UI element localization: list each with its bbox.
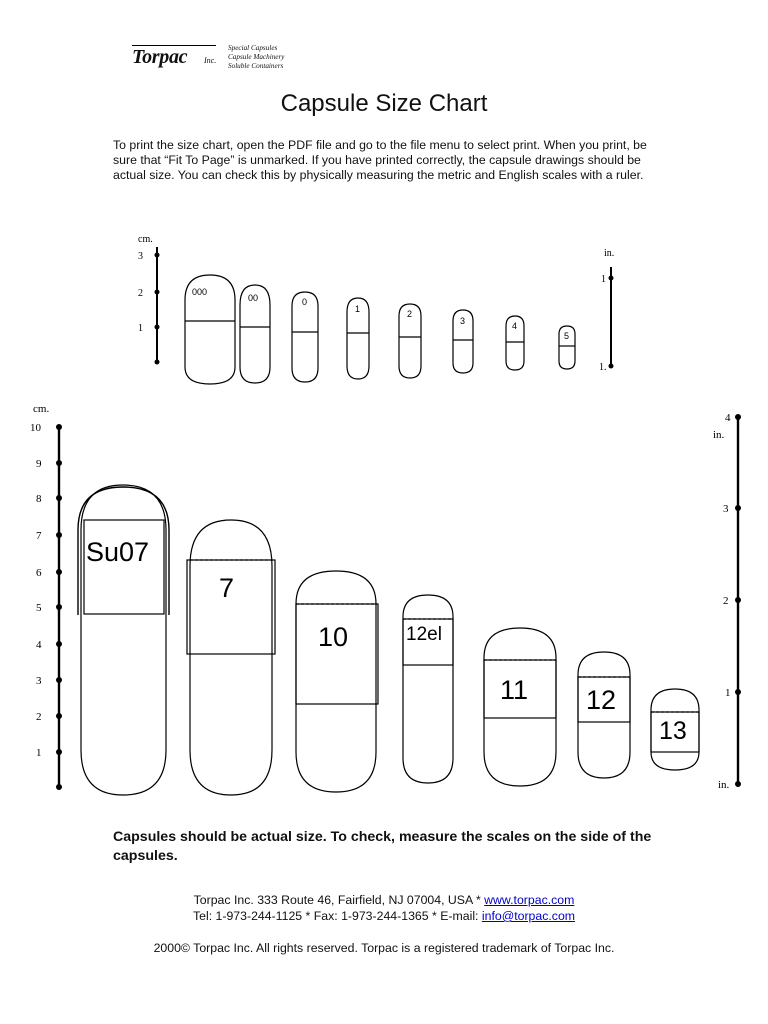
- logo-tagline: Capsule Machinery: [228, 53, 285, 61]
- large-cm-tick: [56, 495, 62, 501]
- capsule-label-1: 1: [355, 304, 361, 314]
- intro-paragraph: To print the size chart, open the PDF file and go to the file menu to select print. When you print, be sure that “Fit To Page” is unmarked. If you have printed correctly, the capsule drawings should be actual size. You can check this by physically measuring the metric and English scales with a ruler.: [113, 138, 647, 182]
- capsule-label-7: 7: [219, 573, 235, 603]
- small-cm-tick: [155, 325, 160, 330]
- contact-phone-fax: Tel: 1-973-244-1125 * Fax: 1-973-244-1365 * E-mail:: [192, 909, 482, 923]
- capsule-label-0: 0: [302, 297, 308, 307]
- large-in-tick-label: 1: [725, 687, 731, 699]
- small-cm-tick: [155, 290, 160, 295]
- large-cm-tick: [56, 569, 62, 575]
- copyright-notice: 2000© Torpac Inc. All rights reserved. Torpac is a registered trademark of Torpac Inc.: [153, 941, 615, 955]
- capsule-label-12: 12: [586, 685, 617, 715]
- small-cm-tick: [155, 360, 160, 365]
- large-cm-tick-label: 2: [36, 711, 42, 723]
- small-cm-tick-label: 3: [138, 251, 143, 262]
- large-cm-tick: [56, 784, 62, 790]
- large-in-tick-label: 4: [725, 412, 731, 424]
- capsule-su07-label-box: [84, 520, 164, 614]
- large-cm-tick-label: 4: [36, 639, 42, 651]
- capsule-su07-shape: [81, 485, 166, 795]
- capsule-7-shape: [190, 520, 272, 795]
- website-link[interactable]: www.torpac.com: [484, 893, 575, 907]
- capsule-label-13: 13: [659, 717, 687, 745]
- large-cm-tick-label: 3: [36, 675, 42, 687]
- large-in-tick-label: 2: [723, 595, 729, 607]
- small-in-tick-label: 1: [601, 274, 606, 285]
- large-in-tick-label: 3: [723, 503, 729, 515]
- capsule-label-11: 11: [500, 675, 529, 705]
- capsule-label-10: 10: [318, 622, 349, 652]
- contact-address-line: [0, 892, 768, 908]
- large-cm-tick: [56, 749, 62, 755]
- large-in-tick: [735, 781, 741, 787]
- small-cm-tick-label: 1: [138, 323, 143, 334]
- logo-suffix: Inc.: [204, 56, 217, 65]
- logo-name: Torpac: [132, 46, 188, 68]
- large-in-tick: [735, 414, 741, 420]
- large-cm-tick-label: 10: [30, 422, 41, 434]
- large-in-unit-label: in.: [713, 429, 725, 441]
- capsule-label-2: 2: [407, 309, 413, 319]
- large-cm-tick-label: 1: [36, 747, 42, 759]
- logo-tagline: Special Capsules: [228, 44, 278, 52]
- capsule-label-3: 3: [460, 316, 466, 326]
- large-in-tick: [735, 689, 741, 695]
- large-cm-tick: [56, 532, 62, 538]
- large-cm-tick-label: 9: [36, 458, 42, 470]
- small-cm-unit-label: cm.: [138, 234, 153, 245]
- large-cm-tick-label: 5: [36, 602, 42, 614]
- capsule-12-shape: [578, 652, 630, 778]
- capsule-label-000: 000: [192, 287, 208, 297]
- capsule-label-00: 00: [248, 293, 259, 303]
- small-in-tick: [609, 276, 614, 281]
- small-in-unit-label: in.: [604, 248, 615, 259]
- large-in-tick: [735, 505, 741, 511]
- small-in-tick: [609, 364, 614, 369]
- capsule-label-5: 5: [564, 331, 570, 341]
- small-in-tick-label: 1.: [599, 362, 607, 373]
- capsule-label-4: 4: [512, 321, 518, 331]
- large-cm-tick: [56, 677, 62, 683]
- large-cm-tick: [56, 604, 62, 610]
- large-cm-tick-label: 8: [36, 493, 42, 505]
- large-cm-tick: [56, 460, 62, 466]
- large-cm-tick-label: 7: [36, 530, 42, 542]
- small-cm-tick-label: 2: [138, 288, 143, 299]
- logo-tagline: Soluble Containers: [228, 62, 284, 70]
- contact-phone-line: [0, 908, 768, 924]
- large-cm-unit-label: cm.: [33, 403, 50, 415]
- small-cm-tick: [155, 253, 160, 258]
- page-title: Capsule Size Chart: [280, 90, 488, 117]
- capsule-11-shape: [484, 628, 556, 786]
- capsule-10-label-box: [296, 604, 378, 704]
- capsule-label-12el: 12el: [406, 624, 442, 645]
- email-link[interactable]: info@torpac.com: [481, 909, 576, 923]
- capsule-label-su07: Su07: [86, 537, 150, 567]
- large-cm-tick: [56, 641, 62, 647]
- large-in-tick: [735, 597, 741, 603]
- large-cm-tick: [56, 713, 62, 719]
- large-cm-tick: [56, 424, 62, 430]
- large-in-tick-label: in.: [718, 779, 730, 791]
- measurement-note: Capsules should be actual size. To check, measure the scales on the side of the capsules.: [113, 829, 652, 864]
- contact-address: Torpac Inc. 333 Route 46, Fairfield, NJ 07004, USA *: [193, 893, 485, 907]
- large-cm-tick-label: 6: [36, 567, 42, 579]
